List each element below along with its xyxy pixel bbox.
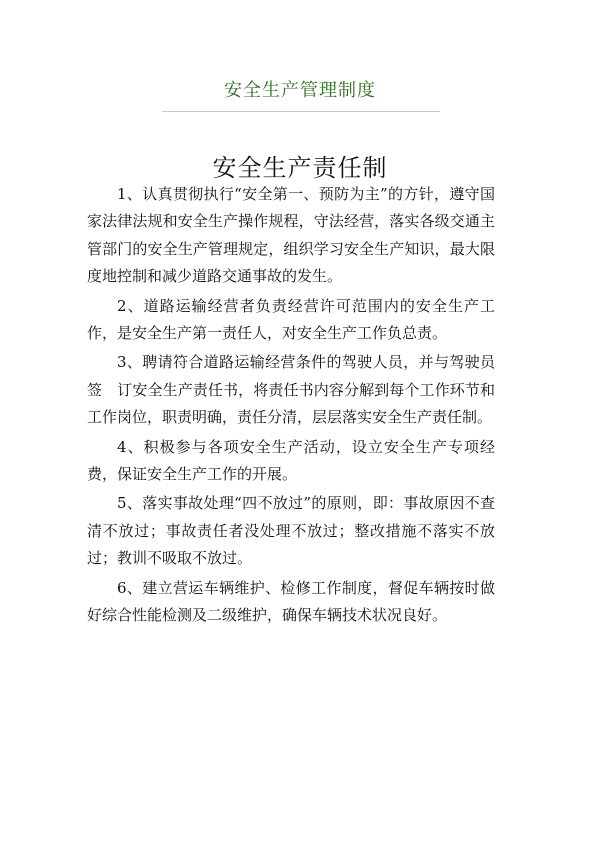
paragraph-2: 2、道路运输经营者负责经营许可范围内的安全生产工作，是安全生产第一责任人，对安全生产工作负总责。: [87, 296, 495, 343]
paragraph-1: 1、认真贯彻执行“安全第一、预防为主”的方针，遵守国 家法律法规和安全生产操作规程，守法经营，落实各级交通主管部门的安全生产管理规定，组织学习安全生产知识，最大限度地控制和减少道路交通事故的发生。: [87, 185, 511, 286]
paragraph-6: 6、建立营运车辆维护、检修工作制度，督促车辆按时做好综合性能检测及二级维护，确保车辆技术状况良好。: [87, 578, 495, 625]
header-divider: [162, 111, 440, 112]
header-title: 安全生产管理制度: [224, 80, 376, 101]
document-title: 安全生产责任制: [212, 154, 388, 182]
paragraph-5: 5、落实事故处理“四不放过”的原则，即：事故原因不查清不放过；事故责任者没处理不放过；整改措施不落实不放过；教训不吸取不放过。: [87, 494, 495, 568]
paragraph-4: 4、积极参与各项安全生产活动，设立安全生产专项经费，保证安全生产工作的开展。: [87, 437, 495, 484]
document-body: [87, 181, 511, 632]
paragraph-3: 3、聘请符合道路运输经营条件的驾驶人员，并与驾驶员签 订安全生产责任书，将责任书内容分解到每个工作环节和工作岗位，职责明确，责任分清，层层落实安全生产责任制。: [87, 353, 495, 427]
